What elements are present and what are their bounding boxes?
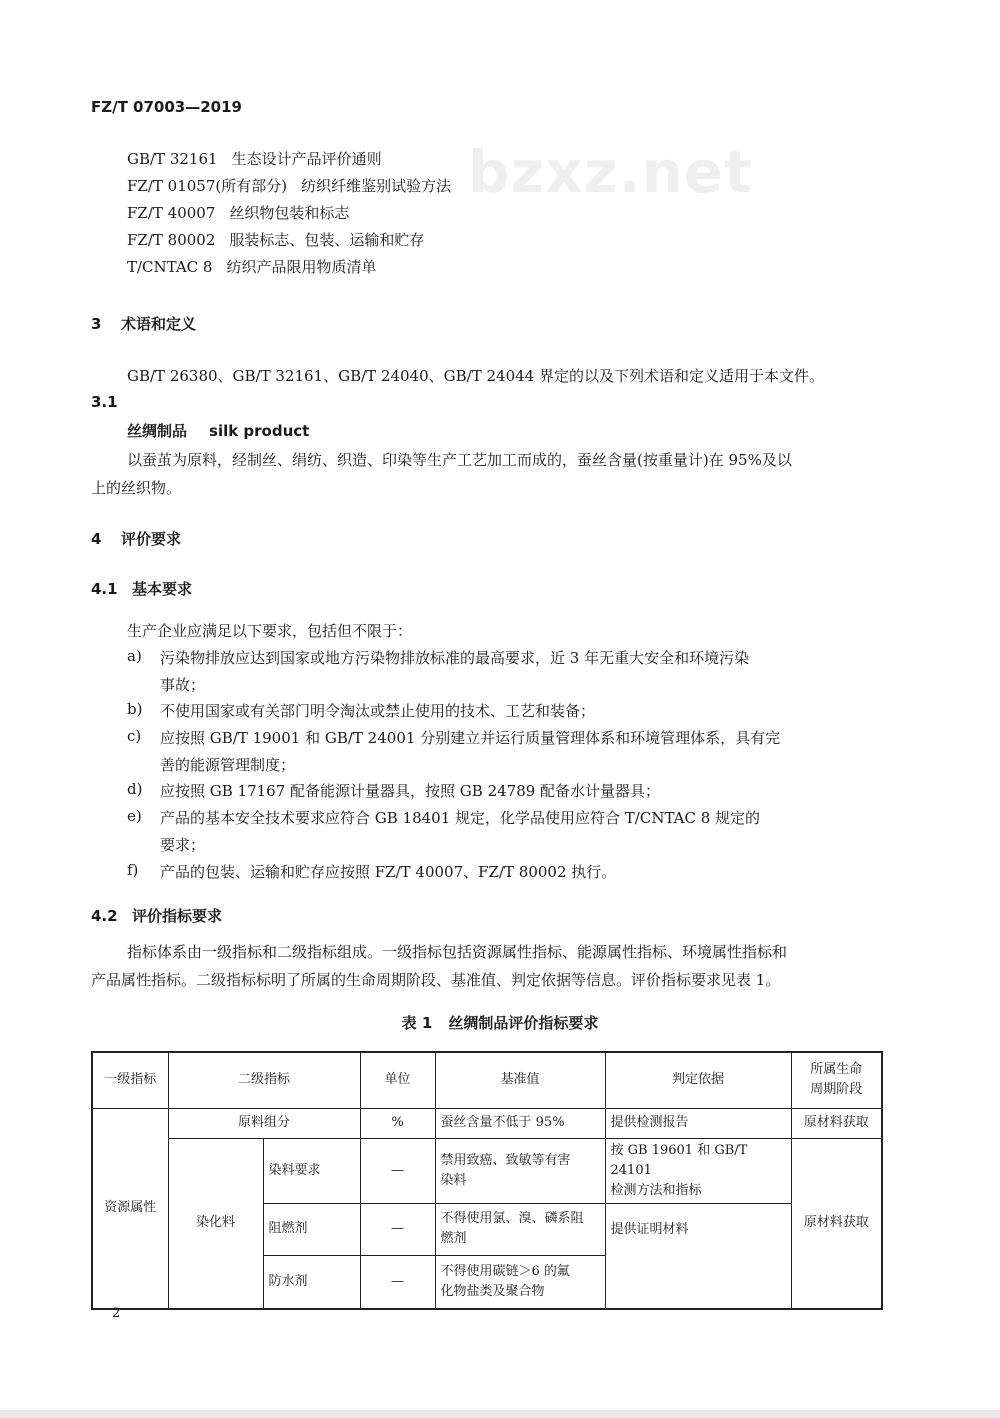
section-4-1-intro: 生产企业应满足以下要求，包括但不限于： — [127, 622, 413, 640]
unit-cell: — — [360, 1138, 435, 1203]
reference-code: T/CNTAC 8 — [127, 258, 213, 276]
basis-cell: 按 GB 19601 和 GB/T 24101 检测方法和指标 — [605, 1138, 791, 1203]
reference-item — [127, 202, 349, 223]
list-item-text: 产品的基本安全技术要求应符合 GB 18401 规定，化学品使用应符合 T/CNTAC 8 规定的 — [160, 809, 761, 827]
stage-cell: 原材料获取 — [791, 1138, 882, 1309]
list-item-label: e) — [127, 807, 142, 825]
baseline-cell: 不得使用碳链＞6 的氟 化物盐类及聚合物 — [435, 1255, 605, 1309]
reference-code: FZ/T 40007 — [127, 204, 216, 222]
list-item-text: 产品的包装、运输和贮存应按照 FZ/T 40007、FZ/T 80002 执行。 — [160, 863, 617, 881]
page-number: 2 — [112, 1306, 121, 1321]
term-number: 3.1 — [91, 393, 118, 411]
list-item-label: b) — [127, 700, 143, 718]
reference-title: 服装标志、包装、运输和贮存 — [229, 231, 425, 249]
reference-title: 纺织产品限用物质清单 — [226, 258, 377, 276]
table-row — [92, 1138, 882, 1203]
header-level2: 二级指标 — [168, 1052, 360, 1108]
basis-cell: 提供证明材料 — [605, 1203, 791, 1309]
list-item-text-cont: 事故； — [160, 676, 206, 694]
reference-code: FZ/T 80002 — [127, 231, 216, 249]
indicator-name: 防水剂 — [263, 1255, 360, 1309]
term-definition-line1: 以蚕茧为原料，经制丝、绢纺、织造、印染等生产工艺加工而成的，蚕丝含量(按重量计)在 95%及以 — [127, 451, 792, 469]
standard-number-header: FZ/T 07003—2019 — [91, 98, 242, 116]
list-item-text: 污染物排放应达到国家或地方污染物排放标准的最高要求，近 3 年无重大安全和环境污染 — [160, 649, 750, 667]
header-unit: 单位 — [360, 1052, 435, 1108]
baseline-cell: 不得使用氯、溴、磷系阻 燃剂 — [435, 1203, 605, 1255]
term-heading: 丝绸制品 silk product — [127, 422, 310, 440]
header-level1: 一级指标 — [92, 1052, 168, 1108]
table-row — [92, 1108, 882, 1138]
category-cell: 资源属性 — [92, 1108, 168, 1309]
list-item-text: 应按照 GB 17167 配备能源计量器具，按照 GB 24789 配备水计量器具； — [160, 782, 661, 800]
reference-item — [127, 148, 382, 169]
reference-code: FZ/T 01057(所有部分) — [127, 177, 288, 195]
unit-cell: — — [360, 1203, 435, 1255]
table-caption: 表 1 丝绸制品评价指标要求 — [401, 1014, 599, 1032]
section-4-2-heading: 4.2 评价指标要求 — [91, 907, 223, 925]
section-4-1-heading: 4.1 基本要求 — [91, 580, 193, 598]
page-bottom-edge — [0, 1410, 1000, 1418]
baseline-cell: 禁用致癌、致敏等有害 染料 — [435, 1138, 605, 1203]
list-item-text-cont: 善的能源管理制度； — [160, 756, 296, 774]
section-3-heading: 3 术语和定义 — [91, 315, 197, 333]
list-item-text: 应按照 GB/T 19001 和 GB/T 24001 分别建立并运行质量管理体系和环境管理体系，具有完 — [160, 729, 781, 747]
watermark: bzxz.net — [468, 138, 753, 206]
basis-cell: 提供检测报告 — [605, 1108, 791, 1138]
list-item-label: a) — [127, 647, 142, 665]
stage-cell: 原材料获取 — [791, 1108, 882, 1138]
group-cell: 染化料 — [168, 1138, 263, 1309]
reference-item — [127, 229, 424, 250]
reference-title: 丝织物包装和标志 — [229, 204, 350, 222]
list-item-text-cont: 要求； — [160, 836, 206, 854]
section-4-heading: 4 评价要求 — [91, 530, 182, 548]
unit-cell: % — [360, 1108, 435, 1138]
indicator-name: 阻燃剂 — [263, 1203, 360, 1255]
baseline-cell: 蚕丝含量不低于 95% — [435, 1108, 605, 1138]
header-stage: 所属生命 周期阶段 — [791, 1052, 882, 1108]
section-3-intro: GB/T 26380、GB/T 32161、GB/T 24040、GB/T 24044 界定的以及下列术语和定义适用于本文件。 — [127, 367, 824, 385]
table-header-row — [92, 1052, 882, 1108]
list-item-label: c) — [127, 727, 142, 745]
reference-title: 纺织纤维鉴别试验方法 — [301, 177, 452, 195]
evaluation-indicator-table — [91, 1051, 883, 1310]
list-item-label: f) — [127, 861, 139, 879]
section-4-2-text-line2: 产品属性指标。二级指标标明了所属的生命周期阶段、基准值、判定依据等信息。评价指标要求见表 1。 — [91, 971, 781, 989]
reference-title: 生态设计产品评价通则 — [231, 150, 382, 168]
reference-code: GB/T 32161 — [127, 150, 218, 168]
section-4-2-text-line1: 指标体系由一级指标和二级指标组成。一级指标包括资源属性指标、能源属性指标、环境属性指标和 — [127, 943, 788, 961]
reference-item — [127, 175, 451, 196]
reference-item — [127, 256, 376, 277]
indicator-name: 原料组分 — [168, 1108, 360, 1138]
indicator-name: 染料要求 — [263, 1138, 360, 1203]
unit-cell: — — [360, 1255, 435, 1309]
list-item-text: 不使用国家或有关部门明令淘汰或禁止使用的技术、工艺和装备； — [160, 702, 596, 720]
header-baseline: 基准值 — [435, 1052, 605, 1108]
term-definition-line2: 上的丝织物。 — [91, 479, 182, 497]
list-item-label: d) — [127, 780, 143, 798]
header-basis: 判定依据 — [605, 1052, 791, 1108]
